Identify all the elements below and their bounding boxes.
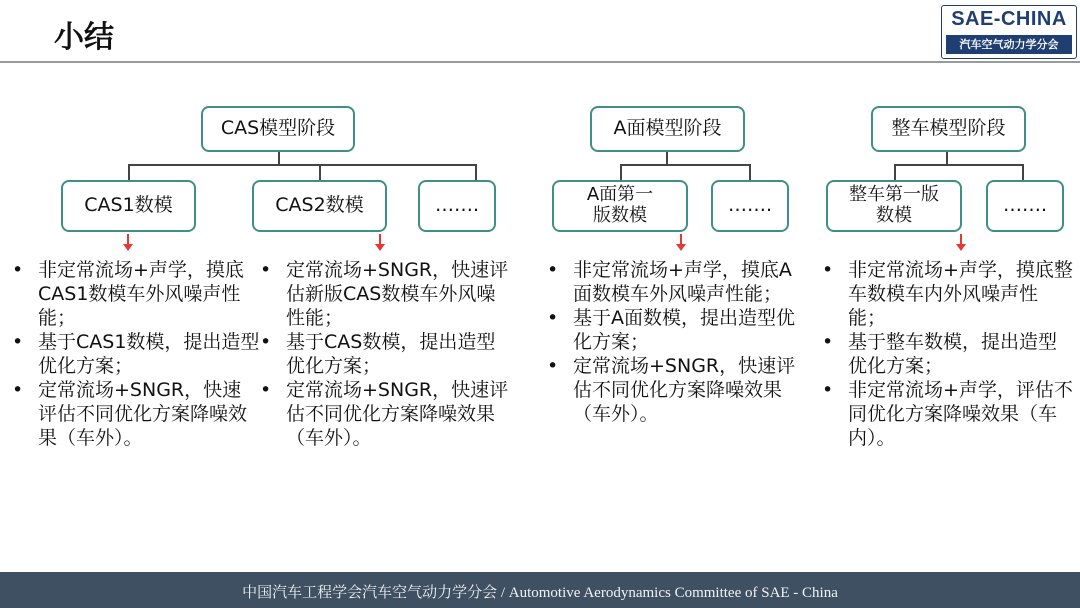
a-more-label: ……. — [727, 194, 773, 217]
list-item: • 定常流场+SNGR，快速评估不同优化方案降噪效果（车外）。 — [547, 355, 796, 425]
cas-stage-connector — [278, 150, 280, 165]
vehicle-first-model-label: 整车第一版数模 — [849, 184, 939, 226]
cas-more-connector — [475, 164, 477, 180]
down-arrow-icon — [374, 234, 386, 252]
down-arrow-icon — [122, 234, 134, 252]
title-divider — [0, 61, 1080, 63]
cas1-connector — [128, 164, 130, 180]
cas1-model-box — [61, 180, 196, 232]
a-branch-line — [620, 164, 751, 166]
cas-branch-line — [128, 164, 477, 166]
list-item: • 非定常流场+声学，评估不同优化方案降噪效果（车内）。 — [822, 379, 1073, 449]
cas1-model-label: CAS1数模 — [84, 194, 173, 217]
list-item: • 非定常流场+声学，摸底CAS1数模车外风噪声性能； — [12, 259, 244, 329]
list-item: • 定常流场+SNGR，快速评估不同优化方案降噪效果（车外）。 — [260, 379, 509, 449]
vehicle-more-box — [986, 180, 1064, 232]
a-more-connector — [749, 164, 751, 180]
a-bullet-list — [547, 258, 797, 426]
down-arrow-icon — [675, 234, 687, 252]
vehicle-stage-box — [871, 106, 1026, 152]
vehicle-bullet-list — [822, 258, 1074, 450]
a-first-connector — [620, 164, 622, 180]
cas2-model-box — [252, 180, 387, 232]
vehicle-first-model-box — [826, 180, 962, 232]
cas2-bullet-list — [260, 258, 510, 450]
vehicle-more-label: ……. — [1002, 194, 1048, 217]
list-item: • 基于整车数模，提出造型优化方案； — [822, 331, 1058, 377]
list-item: • 非定常流场+声学，摸底整车数模车内外风噪声性能； — [822, 259, 1073, 329]
logo-sub-text: 汽车空气动力学分会 — [946, 35, 1072, 54]
cas1-bullet-list — [12, 258, 260, 450]
a-first-model-box — [552, 180, 688, 232]
a-stage-box — [590, 106, 745, 152]
cas-stage-label: CAS模型阶段 — [220, 117, 336, 140]
footer-text: 中国汽车工程学会汽车空气动力学分会 / Automotive Aerodynamics Committee of SAE - China — [242, 585, 838, 601]
logo-main-text: SAE-CHINA — [951, 8, 1067, 30]
list-item: • 定常流场+SNGR，快速评估新版CAS数模车外风噪性能； — [260, 259, 509, 329]
cas2-model-label: CAS2数模 — [275, 194, 364, 217]
list-item: • 基于CAS数模，提出造型优化方案； — [260, 331, 496, 377]
page-title: 小结 — [54, 20, 114, 55]
list-item: • 基于CAS1数模，提出造型优化方案； — [12, 331, 260, 377]
vehicle-first-connector — [894, 164, 896, 180]
cas-more-box — [418, 180, 496, 232]
cas-stage-box — [201, 106, 355, 152]
footer-bar — [0, 572, 1080, 608]
sae-china-logo — [941, 5, 1077, 59]
cas2-connector — [319, 164, 321, 180]
list-item: • 非定常流场+声学，摸底A面数模车外风噪声性能； — [547, 259, 792, 305]
a-stage-connector — [666, 150, 668, 165]
vehicle-stage-label: 整车模型阶段 — [891, 117, 1006, 140]
list-item: • 定常流场+SNGR，快速评估不同优化方案降噪效果（车外）。 — [12, 379, 248, 449]
down-arrow-icon — [955, 234, 967, 252]
vehicle-more-connector — [1022, 164, 1024, 180]
vehicle-branch-line — [894, 164, 1024, 166]
a-more-box — [711, 180, 789, 232]
a-stage-label: A面模型阶段 — [613, 117, 722, 140]
cas-more-label: ……. — [434, 194, 480, 217]
list-item: • 基于A面数模，提出造型优化方案； — [547, 307, 795, 353]
a-first-model-label: A面第一版数模 — [586, 184, 654, 226]
vehicle-stage-connector — [946, 150, 948, 165]
